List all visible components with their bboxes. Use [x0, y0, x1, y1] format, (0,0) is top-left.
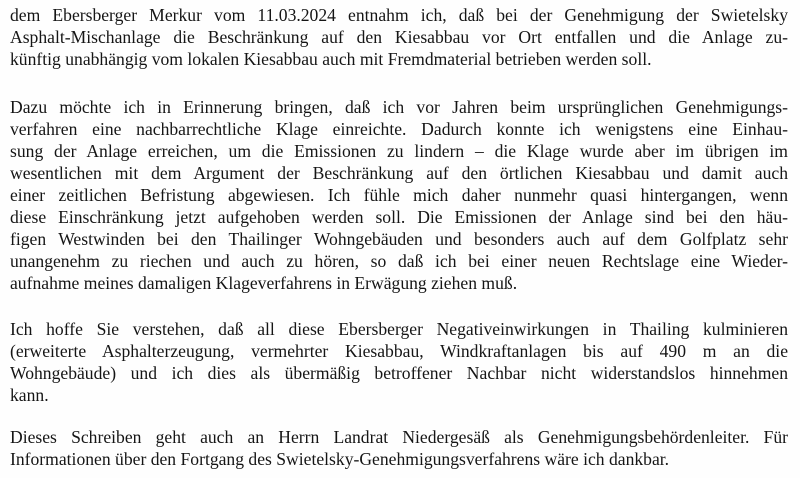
paragraph-2-line-4: wesentlichen mit dem Argument der Beschränkung auf den örtlichen Kiesabbau und damit auch: [10, 163, 788, 183]
paragraph-2-line-1: Dazu möchte ich in Erinnerung bringen, daß ich vor Jahren beim ursprünglichen Genehmigungs-: [10, 97, 788, 117]
paragraph-3-line-1: Ich hoffe Sie verstehen, daß all diese Ebersberger Negativeinwirkungen in Thailing kulminieren: [10, 319, 788, 339]
paragraph-2-line-7: figen Westwinden bei den Thailinger Wohngebäuden und besonders auch auf dem Golfplatz sehr: [10, 229, 788, 249]
paragraph-2-line-5: einer zeitlichen Befristung abgewiesen. Ich fühle mich daher nunmehr quasi hintergangen, wenn: [10, 185, 788, 205]
paragraph-2-line-8: unangenehm zu riechen und auch zu hören, so daß ich bei einer neuen Rechtslage eine Wieder-: [10, 251, 788, 271]
paragraph-3-line-4: kann.: [10, 385, 49, 405]
paragraph-1-line-1: dem Ebersberger Merkur vom 11.03.2024 entnahm ich, daß bei der Genehmigung der Swietelsky: [10, 5, 788, 25]
paragraph-2-line-6: diese Einschränkung jetzt aufgehoben werden soll. Die Emissionen der Anlage sind bei den häu-: [10, 207, 788, 227]
paragraph-1-line-3: künftig unabhängig vom lokalen Kiesabbau auch mit Fremdmaterial betrieben werden soll.: [10, 49, 652, 69]
paragraph-2-line-3: sung der Anlage erreichen, um die Emissionen zu lindern – die Klage wurde aber im übrigen im: [10, 141, 788, 161]
paragraph-2-line-9: aufnahme meines damaligen Klageverfahrens in Erwägung ziehen muß.: [10, 273, 518, 293]
paragraph-4-line-1: Dieses Schreiben geht auch an Herrn Landrat Niedergesäß als Genehmigungsbehördenleiter. Für: [10, 427, 788, 447]
paragraph-1-line-2: Asphalt-Mischanlage die Beschränkung auf den Kiesabbau vor Ort entfallen und die Anlage zu-: [10, 27, 788, 47]
paragraph-3-line-2: (erweiterte Asphalterzeugung, vermehrter Kiesabbau, Windkraftanlagen bis auf 490 m an die: [10, 341, 788, 361]
paragraph-2-line-2: verfahren eine nachbarrechtliche Klage einreichte. Dadurch konnte ich wenigstens eine Einhau-: [10, 119, 788, 139]
paragraph-3-line-3: Wohngebäude) und ich dies als übermäßig betroffener Nachbar nicht widerstandslos hinnehmen: [10, 363, 788, 383]
paragraph-4-line-2: Informationen über den Fortgang des Swietelsky-Genehmigungsverfahrens wäre ich dankbar.: [10, 449, 670, 469]
